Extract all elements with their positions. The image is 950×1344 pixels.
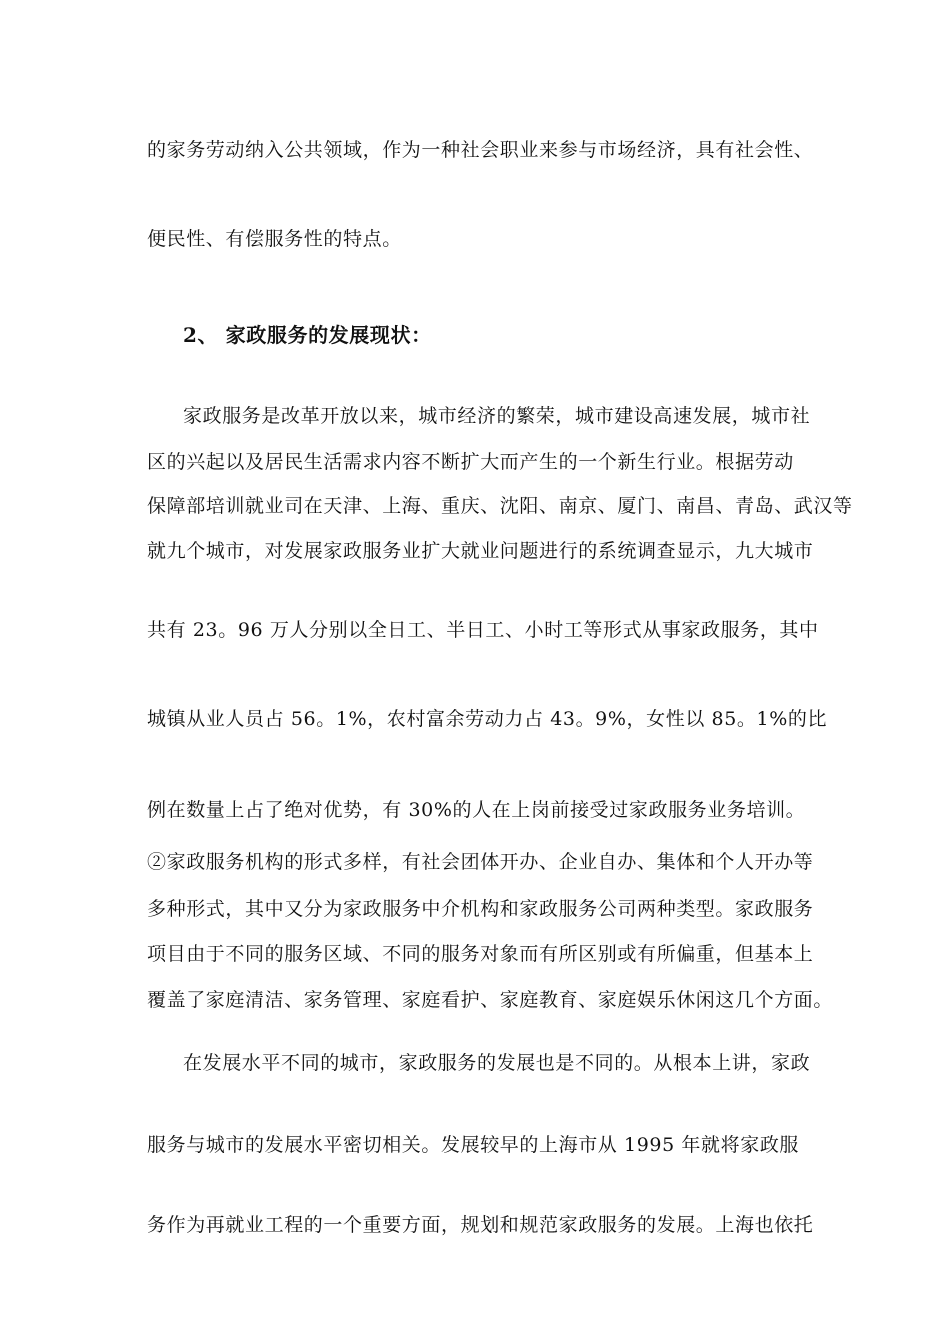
- text-line-13: 覆盖了家庭清洁、家务管理、家庭看护、家庭教育、家庭娱乐休闲这几个方面。: [147, 989, 834, 1011]
- text-line-15: 服务与城市的发展水平密切相关。发展较早的上海市从 1995 年就将家政服: [147, 1134, 800, 1156]
- text-line-9: 例在数量上占了绝对优势，有 30%的人在上岗前接受过家政服务业务培训。: [147, 799, 806, 821]
- text-line-3: 家政服务是改革开放以来，城市经济的繁荣，城市建设高速发展，城市社: [183, 405, 811, 427]
- text-line-5: 保障部培训就业司在天津、上海、重庆、沈阳、南京、厦门、南昌、青岛、武汉等: [147, 495, 853, 517]
- text-line-16: 务作为再就业工程的一个重要方面，规划和规范家政服务的发展。上海也依托: [147, 1214, 814, 1236]
- text-line-7: 共有 23。96 万人分别以全日工、半日工、小时工等形式从事家政服务，其中: [147, 619, 819, 641]
- text-line-2: 便民性、有偿服务性的特点。: [147, 228, 402, 250]
- text-line-6: 就九个城市，对发展家政服务业扩大就业问题进行的系统调查显示，九大城市: [147, 540, 814, 562]
- text-line-8: 城镇从业人员占 56。1%，农村富余劳动力占 43。9%，女性以 85。1%的比: [147, 708, 828, 730]
- text-line-10: ②家政服务机构的形式多样，有社会团体开办、企业自办、集体和个人开办等: [147, 851, 814, 873]
- text-line-11: 多种形式，其中又分为家政服务中介机构和家政服务公司两种类型。家政服务: [147, 898, 814, 920]
- text-line-12: 项目由于不同的服务区域、不同的服务对象而有所区别或有所偏重，但基本上: [147, 943, 814, 965]
- text-line-14: 在发展水平不同的城市，家政服务的发展也是不同的。从根本上讲，家政: [183, 1052, 811, 1074]
- text-line-4: 区的兴起以及居民生活需求内容不断扩大而产生的一个新生行业。根据劳动: [147, 451, 794, 473]
- section-heading: 2、 家政服务的发展现状：: [183, 323, 432, 347]
- text-line-1: 的家务劳动纳入公共领域，作为一种社会职业来参与市场经济，具有社会性、: [147, 139, 814, 161]
